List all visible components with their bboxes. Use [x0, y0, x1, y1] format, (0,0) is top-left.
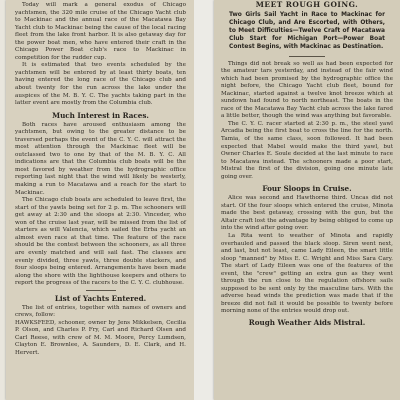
intro-paragraph-2: It is estimated that two events scheduled by the yachtsmen will be entered by at least thirty boats, ten having entered the long race of the Chicago club and about twenty for the run across the lake under the auspices of the M. B. Y. C. The yachts taking part in the latter event are mostly from the Columbia club. [15, 62, 186, 107]
article-deck: Two Girls Sail Yacht in Race to Mackinac for Chicago Club, and Are Escorted, with Others, to Meet Difficulties—Twelve Craft of Macatawa Club Start for Michigan Port—Power Boat Contest Begins, with Mackinac as Destination. [229, 12, 385, 50]
right-clipping [214, 0, 400, 400]
bottom-heading: Rough Weather Aids Mistral. [248, 318, 366, 328]
body-paragraph-2: The C. Y. C. racer started at 2:30 p. m., the steel yawl Arcadia being the first boat to cross the line for the north. Tamia, of the same class, soon followed. It had been expected that Mabel would make the third yawl, but Owner Charles E. Soule decided at the last minute to race to Macatawa instead. The schooners made a poor start, Mistral the first of the division, going one minute late going over. [221, 120, 393, 180]
gutter [194, 0, 214, 400]
interest-paragraph-1: Both races have aroused enthusiasm among the yachtsmen, but owing to the greater distance to be traversed perhaps the event of the C. Y. C. will attract the most attention through the Mackinac fleet will be outclassed two to one by that of the M. B. Y. C. All indications are that the Columbia club boats will be the most favored by weather from the hydrographic office reporting last night that the wind will likely be westerly, making a run to Macatawa and a reach for the start to Mackinac. [15, 121, 186, 196]
list-entry: HAWKSFEED, schooner, owner by Jens Mikkelsen, Cecilia P. Olson, and Charles P. Fry, Carl and Richard Olsen and Carl Reese, with crew of M. M. Moore, Percy Lumdsen, Clayton E. Brownlee, A. Saunders, D. E. Clark, and H. Hervert. [15, 319, 186, 356]
body-paragraph-1: Things did not break so well as had been expected for the amateur tars yesterday, and instead of the fair wind which had been promised by the hydrographic office the night before, the Chicago Yacht club fleet, bound for Mackinac, started against a twelve knot breeze which at sundown had found to north northeast. The boats in the race of the Macatawa Bay Yacht club across the lake fared a little better, though the wind was anything but favorable. [221, 60, 393, 120]
article-headline: MEET ROUGH GOING. [255, 0, 359, 9]
list-heading: List of Yachts Entered. [54, 293, 147, 303]
sloops-heading: Four Sloops in Cruise. [262, 184, 352, 194]
intro-paragraph-1: Today will mark a general exodus of Chicago yachtsmen, the 320 mile cruise of the Chicago Yacht club to Mackinac and the annual race of the Macatawa Bay Yacht club to Mackinac being the cause of the local racing fleet from the lake front harbor. It is also getaway day for the power boat men, who have entered their craft in the Chicago Power Boat club's race to Mackinac in competition for the rudder cup. [15, 2, 186, 61]
sloops-paragraph-2: La Rita went to weather of Minota and rapidly overhauled and passed the black sloop. Siren went next, and last, but not least, came Lady Eileen, the smart little sloop "manned" by Miss E. C. Wright and Miss Sara Cary. The start of Lady Eileen was one of the features of the event, the "crew" getting an extra gun as they went through the run close to the regulation offshore sails supposed to be sent only by the masculine tars. With the adverse head winds the prediction was made that if the breeze did not fall it would be possible to twenty before morning none of the entries would drop out. [221, 233, 393, 315]
interest-heading: Much Interest in Races. [52, 110, 149, 120]
left-clipping [6, 0, 194, 400]
sloops-paragraph-1: Alice was second and Hawthorne third. Uncas did not start. Of the four sloops which entered the cruise, Minota made the best getaway, crossing with the gun, but the Altair craft lost the advantage by being obliged to come up into the wind after going over. [221, 195, 393, 232]
deck-divider [289, 56, 325, 57]
interest-paragraph-2: The Chicago club boats are scheduled to leave first, the start of the yawls being set for 2 p. m. The schooners will get away at 2:30 and the sloops at 2:30. Vinceder, who won of the cruise last year, will be missed from the list of starters as will Valencia, which sailed the Erba yacht an almost even race at that time. The feature of the race should be the contest between the schooners, as all three are evenly matched and will sail fast. The classes are evenly divided, three yawls, three double stackers, and four sloops being entered. Arrangements have been made along the shore with the lighthouse keepers and others to report the progress of the racers to the C. Y. C. clubhouse. [15, 197, 186, 287]
section-divider [86, 290, 116, 291]
list-intro: The list of entries, together with names of owners and crews, follow: [15, 304, 186, 319]
